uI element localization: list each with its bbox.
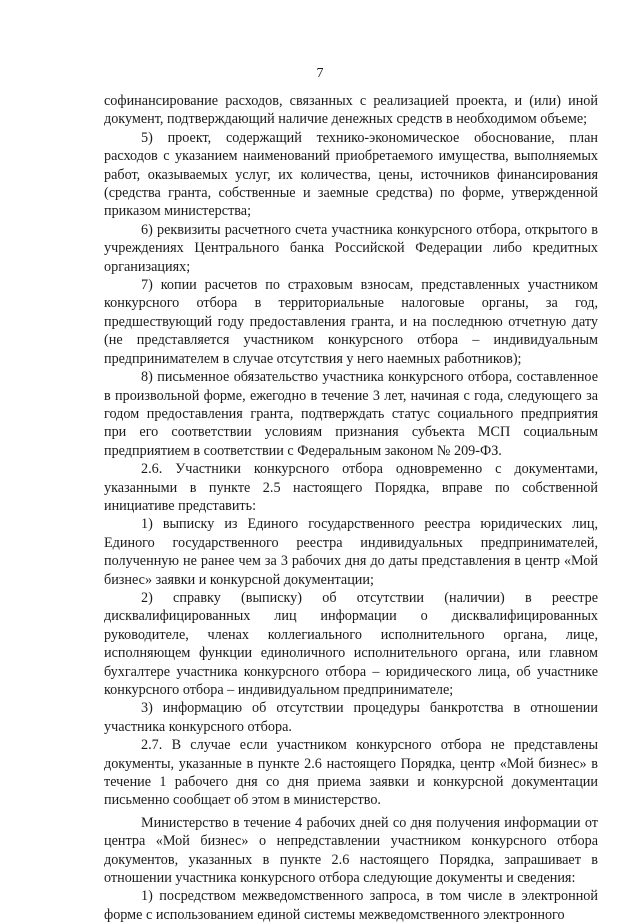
paragraph-2-6-item-3-bankruptcy: 3) информацию об отсутствии процедуры банкротства в отношении участника конкурсного отбора. <box>104 700 598 735</box>
paragraph-ministry-request: Министерство в течение 4 рабочих дней со дня получения информации от центра «Мой бизнес» о непредставлении участником конкурсного отбора документов, указанных в пункте 2.6 настоящего Порядка, запрашивает в отношении участника конкурсного отбора следующие документы и сведения: <box>104 814 598 887</box>
paragraph-2-6-item-2-certificate: 2) справку (выписку) об отсутствии (наличии) в реестре дисквалифицированных лиц информации о дисквалифицированных руководителе, членах коллегиального исполнительного органа, лице, исполняющем функции единоличного исполнительного органа, или главном бухгалтере участника конкурсного отбора – юридического лица, об участнике конкурсного отбора – индивидуальном предпринимателе; <box>104 589 598 698</box>
paragraph-item-5-project: 5) проект, содержащий технико-экономическое обоснование, план расходов с указанием наименований приобретаемого имущества, выполняемых работ, оказываемых услуг, их количества, цены, источников финансирования (средства гранта, собственные и заемные средства) по форме, утвержденной приказом министерства; <box>104 129 598 220</box>
paragraph-section-2-7: 2.7. В случае если участником конкурсного отбора не представлены документы, указанные в пункте 2.6 настоящего Порядка, центр «Мой бизнес» в течение 1 рабочего дня со дня приема заявки и конкурсной документации письменно сообщает об этом в министерство. <box>104 737 598 809</box>
page-number: 7 <box>316 66 324 81</box>
paragraph-section-2-6: 2.6. Участники конкурсного отбора одновременно с документами, указанными в пункте 2.5 настоящего Порядка, вправе по собственной инициативе представить: <box>104 461 598 514</box>
paragraph-cofinancing-continuation: софинансирование расходов, связанных с реализацией проекта, и (или) иной документ, подтверждающий наличие денежных средств в необходимом объеме; <box>104 93 598 128</box>
document-body <box>104 92 598 924</box>
paragraph-item-6-bank-details: 6) реквизиты расчетного счета участника конкурсного отбора, открытого в учреждениях Центрального банка Российской Федерации либо кредитных организациях; <box>104 221 598 275</box>
paragraph-item-7-insurance-copies: 7) копии расчетов по страховым взносам, представленных участником конкурсного отбора в территориальные налоговые органы, за год, предшествующий году предоставления гранта, и на последнюю отчетную дату (не представляется участником конкурсного отбора – индивидуальным предпринимателем в случае отсутствия у него наемных работников); <box>104 277 598 367</box>
paragraph-item-8-obligation: 8) письменное обязательство участника конкурсного отбора, составленное в произвольной форме, ежегодно в течение 3 лет, начиная с года, следующего за годом предоставления гранта, подтверждать статус социального предприятия при его соответствии условиям признания субъекта МСП социальным предприятием в соответствии с Федеральным законом № 209-ФЗ. <box>104 369 598 459</box>
paragraph-2-6-item-1-extract: 1) выписку из Единого государственного реестра юридических лиц, Единого государственного реестра индивидуальных предпринимателей, полученную не ранее чем за 3 рабочих дня до даты представления в центр «Мой бизнес» заявки и конкурсной документации; <box>104 516 598 588</box>
paragraph-request-item-1: 1) посредством межведомственного запроса, в том числе в электронной форме с использованием единой системы межведомственного электронного <box>104 888 598 923</box>
